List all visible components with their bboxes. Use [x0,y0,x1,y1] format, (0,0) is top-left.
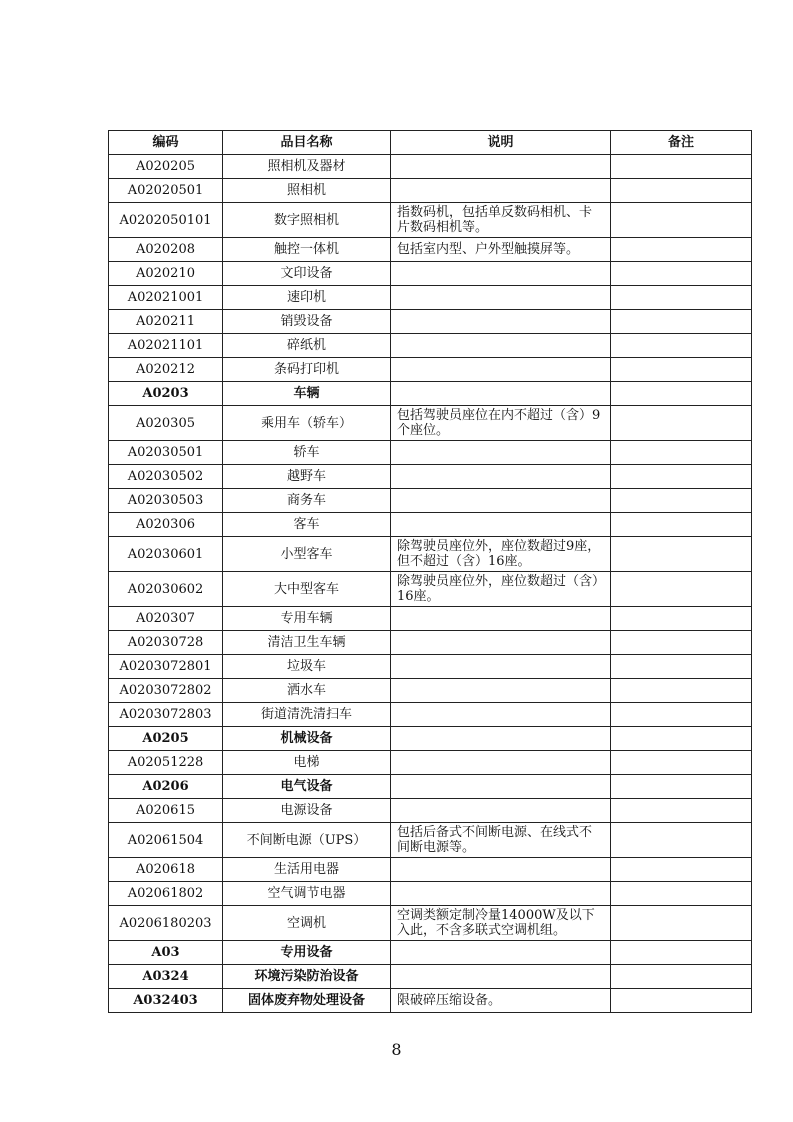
cell-code: A020205 [109,155,223,179]
cell-code: A0324 [109,965,223,989]
cell-note [611,489,752,513]
cell-description: 限破碎压缩设备。 [391,989,611,1013]
cell-name: 不间断电源（UPS） [223,823,391,858]
cell-name: 客车 [223,513,391,537]
cell-description [391,965,611,989]
cell-code: A0203072803 [109,703,223,727]
cell-code: A032403 [109,989,223,1013]
cell-description: 除驾驶员座位外，座位数超过9座，但不超过（含）16座。 [391,537,611,572]
table-row [109,775,752,799]
cell-code: A02051228 [109,751,223,775]
cell-code: A0203072802 [109,679,223,703]
cell-description [391,179,611,203]
cell-code: A02030728 [109,631,223,655]
cell-note [611,703,752,727]
cell-description [391,155,611,179]
table-row [109,286,752,310]
cell-code: A02030503 [109,489,223,513]
table-row [109,406,752,441]
cell-name: 小型客车 [223,537,391,572]
cell-name: 机械设备 [223,727,391,751]
cell-description: 空调类额定制冷量14000W及以下入此，不含多联式空调机组。 [391,906,611,941]
cell-description: 包括室内型、户外型触摸屏等。 [391,238,611,262]
cell-note [611,655,752,679]
header-note: 备注 [611,131,752,155]
table-row [109,823,752,858]
cell-name: 碎纸机 [223,334,391,358]
header-description: 说明 [391,131,611,155]
table-row [109,358,752,382]
cell-name: 电源设备 [223,799,391,823]
cell-note [611,965,752,989]
cell-name: 固体废弃物处理设备 [223,989,391,1013]
table-row [109,989,752,1013]
cell-note [611,823,752,858]
table-row [109,179,752,203]
cell-description [391,465,611,489]
table-row [109,334,752,358]
table-row [109,155,752,179]
cell-note [611,179,752,203]
cell-name: 垃圾车 [223,655,391,679]
cell-name: 销毁设备 [223,310,391,334]
cell-note [611,203,752,238]
catalog-table [108,130,752,1013]
cell-description [391,489,611,513]
cell-description [391,858,611,882]
cell-note [611,262,752,286]
cell-name: 文印设备 [223,262,391,286]
cell-description [391,607,611,631]
table-row [109,203,752,238]
table-row [109,679,752,703]
table-row [109,572,752,607]
cell-name: 乘用车（轿车） [223,406,391,441]
cell-code: A020307 [109,607,223,631]
cell-description [391,334,611,358]
table-row [109,310,752,334]
cell-name: 车辆 [223,382,391,406]
table-row [109,382,752,406]
cell-code: A020211 [109,310,223,334]
cell-code: A020208 [109,238,223,262]
cell-note [611,465,752,489]
cell-code: A020210 [109,262,223,286]
cell-code: A02061504 [109,823,223,858]
table-row [109,727,752,751]
table-row [109,941,752,965]
cell-name: 触控一体机 [223,238,391,262]
cell-description [391,286,611,310]
cell-note [611,334,752,358]
cell-code: A0202050101 [109,203,223,238]
cell-note [611,751,752,775]
cell-note [611,679,752,703]
cell-code: A02061802 [109,882,223,906]
cell-name: 洒水车 [223,679,391,703]
cell-description [391,655,611,679]
cell-code: A020212 [109,358,223,382]
cell-note [611,799,752,823]
table-row [109,465,752,489]
cell-note [611,607,752,631]
cell-note [611,513,752,537]
cell-name: 轿车 [223,441,391,465]
cell-code: A0206180203 [109,906,223,941]
table-row [109,703,752,727]
cell-note [611,286,752,310]
cell-name: 商务车 [223,489,391,513]
cell-description [391,941,611,965]
cell-code: A02020501 [109,179,223,203]
cell-description [391,382,611,406]
cell-code: A0203072801 [109,655,223,679]
cell-name: 专用车辆 [223,607,391,631]
table-row [109,858,752,882]
cell-name: 生活用电器 [223,858,391,882]
cell-code: A020305 [109,406,223,441]
table-row [109,262,752,286]
cell-description [391,679,611,703]
cell-description [391,441,611,465]
cell-name: 环境污染防治设备 [223,965,391,989]
cell-note [611,155,752,179]
table-row [109,537,752,572]
cell-name: 条码打印机 [223,358,391,382]
cell-note [611,406,752,441]
cell-description [391,358,611,382]
table-row [109,906,752,941]
cell-description [391,310,611,334]
cell-note [611,727,752,751]
cell-note [611,441,752,465]
table-header-row [109,131,752,155]
cell-note [611,238,752,262]
header-name: 品目名称 [223,131,391,155]
page-number: 8 [391,1040,402,1059]
cell-note [611,858,752,882]
cell-name: 速印机 [223,286,391,310]
cell-name: 照相机及器材 [223,155,391,179]
cell-name: 大中型客车 [223,572,391,607]
table-row [109,489,752,513]
cell-description: 指数码机，包括单反数码相机、卡片数码相机等。 [391,203,611,238]
cell-note [611,537,752,572]
cell-code: A02021001 [109,286,223,310]
cell-note [611,572,752,607]
cell-description [391,631,611,655]
cell-description [391,513,611,537]
cell-description: 除驾驶员座位外，座位数超过（含）16座。 [391,572,611,607]
cell-name: 街道清洗清扫车 [223,703,391,727]
cell-name: 专用设备 [223,941,391,965]
cell-name: 电梯 [223,751,391,775]
cell-code: A03 [109,941,223,965]
cell-name: 越野车 [223,465,391,489]
cell-code: A0205 [109,727,223,751]
cell-description [391,262,611,286]
cell-description [391,703,611,727]
table-row [109,631,752,655]
cell-code: A020306 [109,513,223,537]
cell-name: 空气调节电器 [223,882,391,906]
table-row [109,607,752,631]
cell-name: 清洁卫生车辆 [223,631,391,655]
cell-description: 包括驾驶员座位在内不超过（含）9个座位。 [391,406,611,441]
table-row [109,238,752,262]
cell-note [611,358,752,382]
cell-description [391,727,611,751]
cell-note [611,382,752,406]
cell-note [611,882,752,906]
cell-note [611,906,752,941]
cell-note [611,631,752,655]
cell-code: A02030602 [109,572,223,607]
table-body [109,155,752,1013]
cell-name: 电气设备 [223,775,391,799]
cell-name: 空调机 [223,906,391,941]
table-row [109,513,752,537]
cell-code: A0206 [109,775,223,799]
cell-note [611,941,752,965]
cell-name: 数字照相机 [223,203,391,238]
cell-code: A02030502 [109,465,223,489]
table-row [109,655,752,679]
header-code: 编码 [109,131,223,155]
cell-description [391,751,611,775]
cell-description: 包括后备式不间断电源、在线式不间断电源等。 [391,823,611,858]
cell-note [611,775,752,799]
cell-code: A02030501 [109,441,223,465]
cell-description [391,775,611,799]
cell-note [611,989,752,1013]
table-row [109,751,752,775]
cell-code: A02021101 [109,334,223,358]
cell-description [391,882,611,906]
cell-note [611,310,752,334]
table-row [109,799,752,823]
table-row [109,882,752,906]
table-row [109,965,752,989]
cell-code: A0203 [109,382,223,406]
cell-code: A020618 [109,858,223,882]
table-row [109,441,752,465]
cell-name: 照相机 [223,179,391,203]
cell-description [391,799,611,823]
cell-code: A020615 [109,799,223,823]
cell-code: A02030601 [109,537,223,572]
